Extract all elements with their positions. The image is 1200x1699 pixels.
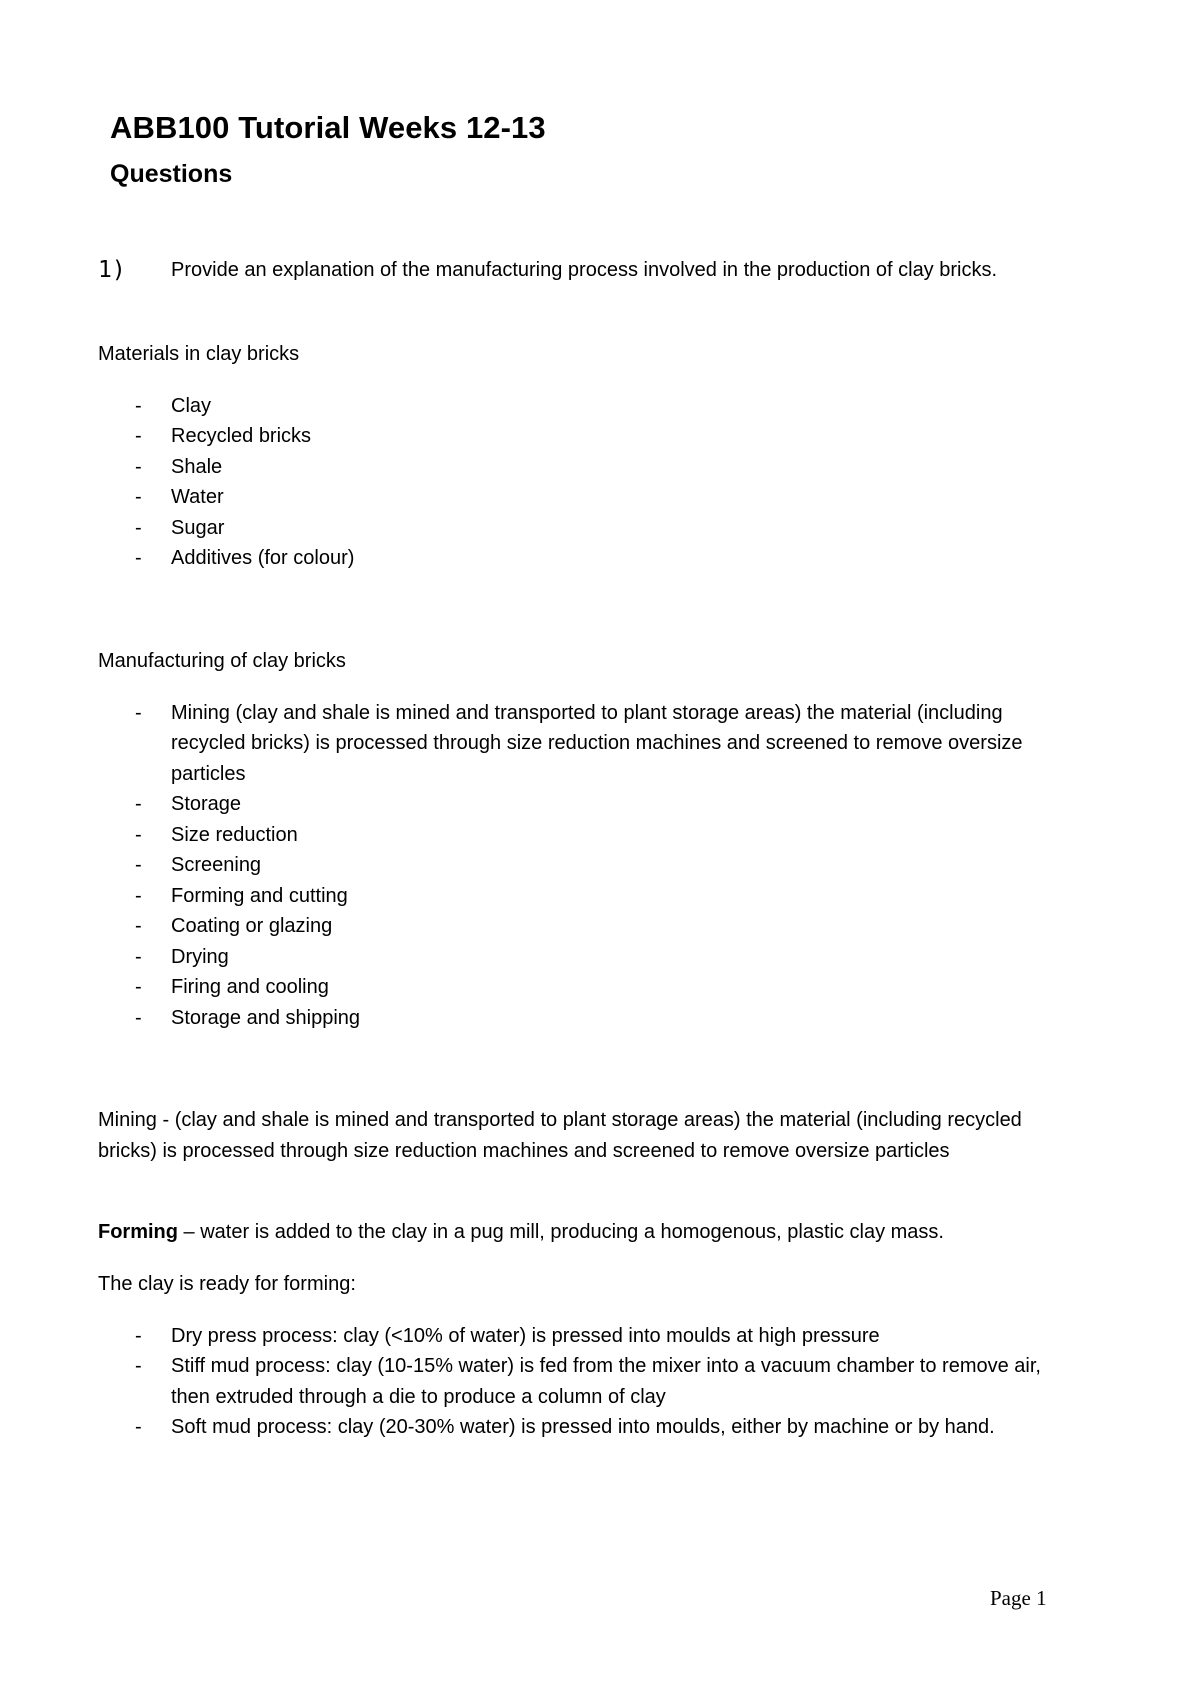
list-item: - Recycled bricks	[98, 421, 1058, 452]
list-item: - Sugar	[98, 513, 1058, 544]
materials-section	[98, 339, 1058, 574]
forming-text: – water is added to the clay in a pug mill, producing a homogenous, plastic clay mass.	[178, 1221, 944, 1243]
mining-section	[98, 1105, 1058, 1166]
list-item: - Dry press process: clay (<10% of water) is pressed into moulds at high pressure	[98, 1321, 1058, 1352]
question-text: Provide an explanation of the manufacturing process involved in the production of clay bricks.	[171, 259, 998, 281]
list-item: - Forming and cutting	[98, 881, 1058, 912]
forming-paragraph	[98, 1217, 1058, 1248]
list-item: - Mining (clay and shale is mined and transported to plant storage areas) the material (including recycled bricks) is processed through size reduction machines and screened to remove oversize particles	[98, 698, 1058, 790]
list-item: - Storage and shipping	[98, 1003, 1058, 1034]
list-item: - Storage	[98, 789, 1058, 820]
manufacturing-heading: Manufacturing of clay bricks	[98, 650, 346, 672]
manufacturing-list	[98, 698, 1058, 1034]
forming-ready-heading: The clay is ready for forming:	[98, 1273, 356, 1295]
question-number: 1)	[98, 257, 126, 283]
materials-list	[98, 391, 1058, 574]
page-number: Page 1	[990, 1586, 1047, 1610]
question-1	[98, 255, 1058, 286]
forming-section	[98, 1217, 1058, 1248]
list-item: - Stiff mud process: clay (10-15% water) is fed from the mixer into a vacuum chamber to remove air, then extruded through a die to produce a column of clay	[98, 1351, 1058, 1412]
list-item: - Soft mud process: clay (20-30% water) is pressed into moulds, either by machine or by hand.	[98, 1412, 1058, 1443]
list-item: - Shale	[98, 452, 1058, 483]
forming-lead: Forming	[98, 1221, 178, 1243]
list-item: - Coating or glazing	[98, 911, 1058, 942]
manufacturing-section	[98, 646, 1058, 1033]
list-item: - Drying	[98, 942, 1058, 973]
list-item: - Screening	[98, 850, 1058, 881]
document-subtitle: Questions	[110, 160, 233, 188]
mining-paragraph: Mining - (clay and shale is mined and transported to plant storage areas) the material (including recycled bricks) is processed through size reduction machines and screened to remove oversize particles	[98, 1109, 1022, 1162]
forming-ready-section	[98, 1269, 1058, 1443]
list-item: - Clay	[98, 391, 1058, 422]
list-item: - Firing and cooling	[98, 972, 1058, 1003]
forming-process-list	[98, 1321, 1058, 1443]
list-item: - Size reduction	[98, 820, 1058, 851]
materials-heading: Materials in clay bricks	[98, 343, 300, 365]
list-item: - Additives (for colour)	[98, 543, 1058, 574]
document-title: ABB100 Tutorial Weeks 12-13	[110, 110, 546, 145]
list-item: - Water	[98, 482, 1058, 513]
